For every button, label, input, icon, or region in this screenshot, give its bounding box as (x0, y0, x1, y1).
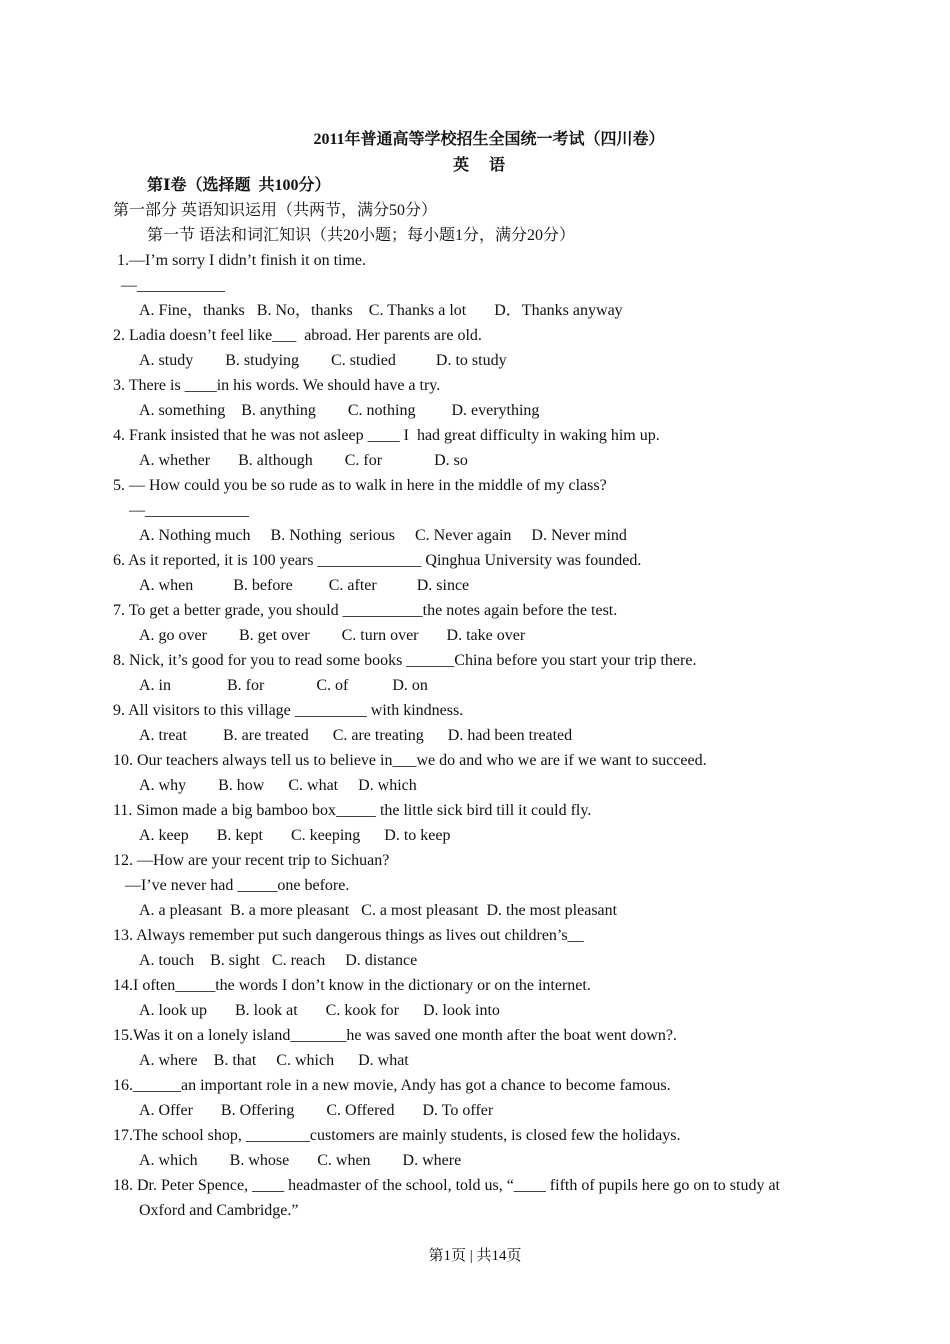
answer-options: A. in B. for C. of D. on (139, 677, 428, 694)
subsection-heading: 第一节 语法和词汇知识（共20小题；每小题1分，满分20分） (147, 227, 576, 244)
part-heading: 第Ⅰ卷（选择题 共100分） (147, 177, 331, 194)
question-text: 11. Simon made a big bamboo box_____ the little sick bird till it could fly. (113, 802, 592, 819)
question-text: 14.I often_____the words I don’t know in the dictionary or on the internet. (113, 977, 591, 994)
question-text: —_____________ (129, 502, 249, 519)
answer-options: A. which B. whose C. when D. where (139, 1152, 462, 1169)
question-text: 17.The school shop, ________customers are mainly students, is closed few the holidays. (113, 1127, 681, 1144)
section-heading: 第一部分 英语知识运用（共两节，满分50分） (113, 202, 438, 219)
question-text: 4. Frank insisted that he was not asleep ____ I had great difficulty in waking him up. (113, 427, 660, 444)
answer-options: A. treat B. are treated C. are treating D. had been treated (139, 727, 573, 744)
question-text: Oxford and Cambridge.” (139, 1202, 299, 1219)
answer-options: A. keep B. kept C. keeping D. to keep (139, 827, 451, 844)
answer-options: A. Offer B. Offering C. Offered D. To offer (139, 1102, 494, 1119)
answer-options: A. when B. before C. after D. since (139, 577, 470, 594)
answer-options: A. Fine，thanks B. No，thanks C. Thanks a lot D．Thanks anyway (139, 302, 623, 319)
question-text: 7. To get a better grade, you should __________the notes again before the test. (113, 602, 618, 619)
answer-options: A. look up B. look at C. kook for D. look into (139, 1002, 500, 1019)
question-text: —I’ve never had _____one before. (125, 877, 350, 894)
answer-options: A. Nothing much B. Nothing serious C. Never again D. Never mind (139, 527, 627, 544)
question-text: 18. Dr. Peter Spence, ____ headmaster of the school, told us, “____ fifth of pupils here go on to study at (113, 1177, 780, 1194)
answer-options: A. where B. that C. which D. what (139, 1052, 409, 1069)
answer-options: A. go over B. get over C. turn over D. take over (139, 627, 526, 644)
question-text: 8. Nick, it’s good for you to read some books ______China before you start your trip there. (113, 652, 697, 669)
question-text: 9. All visitors to this village _________ with kindness. (113, 702, 464, 719)
question-text: 2. Ladia doesn’t feel like___ abroad. Her parents are old. (113, 327, 482, 344)
question-text: 5. — How could you be so rude as to walk in here in the middle of my class? (113, 477, 607, 494)
answer-options: A. a pleasant B. a more pleasant C. a most pleasant D. the most pleasant (139, 902, 618, 919)
page-footer: 第1页 | 共14页 (428, 1248, 522, 1264)
question-text: 1.—I’m sorry I didn’t finish it on time. (117, 252, 367, 269)
question-text: 6. As it reported, it is 100 years _____________ Qinghua University was founded. (113, 552, 642, 569)
question-text: 12. —How are your recent trip to Sichuan? (113, 852, 390, 869)
answer-options: A. touch B. sight C. reach D. distance (139, 952, 418, 969)
question-text: 16.______an important role in a new movie, Andy has got a chance to become famous. (113, 1077, 671, 1094)
question-text: 3. There is ____in his words. We should have a try. (113, 377, 441, 394)
answer-options: A. whether B. although C. for D. so (139, 452, 468, 469)
answer-options: A. study B. studying C. studied D. to study (139, 352, 507, 369)
answer-options: A. something B. anything C. nothing D. everything (139, 402, 540, 419)
question-text: —___________ (121, 277, 225, 294)
exam-title: 2011年普通高等学校招生全国统一考试（四川卷） (313, 131, 665, 148)
subject-title: 英 语 (452, 157, 513, 174)
question-text: 15.Was it on a lonely island_______he was saved one month after the boat went down?. (113, 1027, 677, 1044)
question-text: 10. Our teachers always tell us to believe in___we do and who we are if we want to succeed. (113, 752, 707, 769)
answer-options: A. why B. how C. what D. which (139, 777, 417, 794)
question-text: 13. Always remember put such dangerous things as lives out children’s__ (113, 927, 584, 944)
